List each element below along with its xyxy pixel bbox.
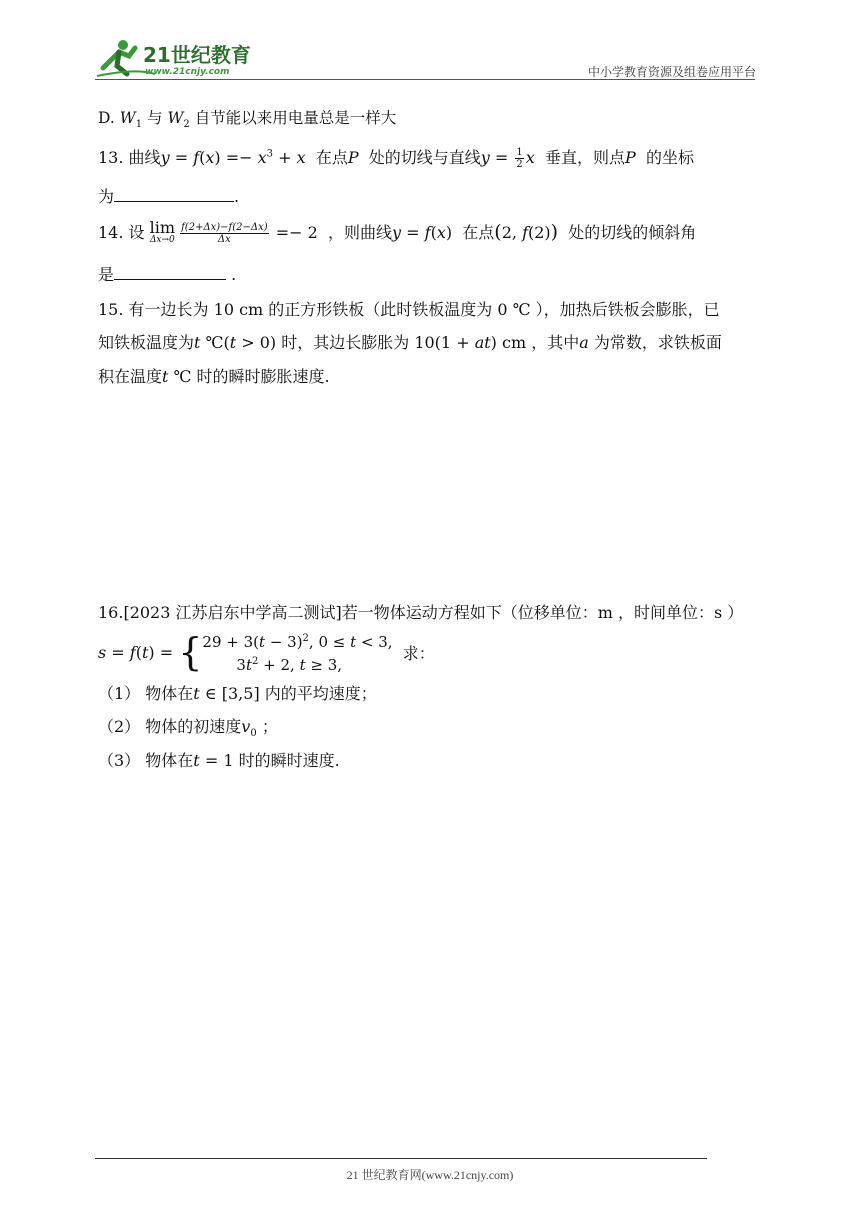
question-13-line1: 13. 曲线$y = f(x) =- x^3 + x$ 在点P 处的切线与直线y = $\frac{1}{2}$ x 垂直，则点P 的坐标 bbox=[98, 147, 694, 170]
question-16-part3: （3） 物体在t = 1 时的瞬时速度. bbox=[98, 751, 340, 770]
answer-blank[interactable] bbox=[114, 264, 226, 280]
answer-blank[interactable] bbox=[114, 186, 234, 202]
question-15-line3: 积在温度t ℃ 时的瞬时膨胀速度. bbox=[98, 367, 330, 386]
header-divider bbox=[95, 79, 755, 80]
question-16-equation: s = f ( t ) = { $29 + 3(t - 3)^2$, 0 ≤ t < 3, $3t^2 + 2$, t ≥ 3, 求： bbox=[98, 630, 435, 674]
question-16-part2: （2） 物体的初速度$v_0$ ； bbox=[98, 717, 278, 740]
question-14-line2: 是 . bbox=[98, 265, 237, 284]
site-logo bbox=[95, 38, 255, 80]
question-16-line1: 16.[2023 江苏启东中学高二测试]若一物体运动方程如下（位移单位：m ，时间单位：s ） bbox=[98, 603, 744, 622]
runner-logo-icon bbox=[95, 38, 255, 80]
question-14-line1: 14. 设 lim Δx→0 $\frac{f(2+\Delta x)-f(2-\Delta x)}{\Delta x}$ =− 2 ，则曲线y = f(x) 在点(2, f(2)) 处的切线的倾斜角 bbox=[98, 217, 697, 245]
question-13-line2: 为 . bbox=[98, 187, 240, 206]
svg-text:21世纪教育: 21世纪教育 bbox=[143, 43, 251, 67]
footer-divider bbox=[95, 1158, 707, 1159]
footer-text: 21 世纪教育网(www.21cnjy.com) bbox=[346, 1168, 514, 1182]
question-15-line2: 知铁板温度为t ℃(t > 0) 时，其边长膨胀为 10(1 + at) cm ，其中a 为常数，求铁板面 bbox=[98, 333, 722, 352]
header-platform-text: 中小学教育资源及组卷应用平台 bbox=[587, 65, 756, 79]
question-16-part1: （1） 物体在t ∈ [3,5] 内的平均速度； bbox=[98, 684, 377, 703]
svg-text:www.21cnjy.com: www.21cnjy.com bbox=[145, 67, 230, 77]
question-15-line1: 15. 有一边长为 10 cm 的正方形铁板（此时铁板温度为 0 ℃ ），加热后铁板会膨胀，已 bbox=[98, 300, 720, 319]
option-d: D. $W_1$ 与 $W_2$ 自节能以来用电量总是一样大 bbox=[98, 109, 397, 131]
